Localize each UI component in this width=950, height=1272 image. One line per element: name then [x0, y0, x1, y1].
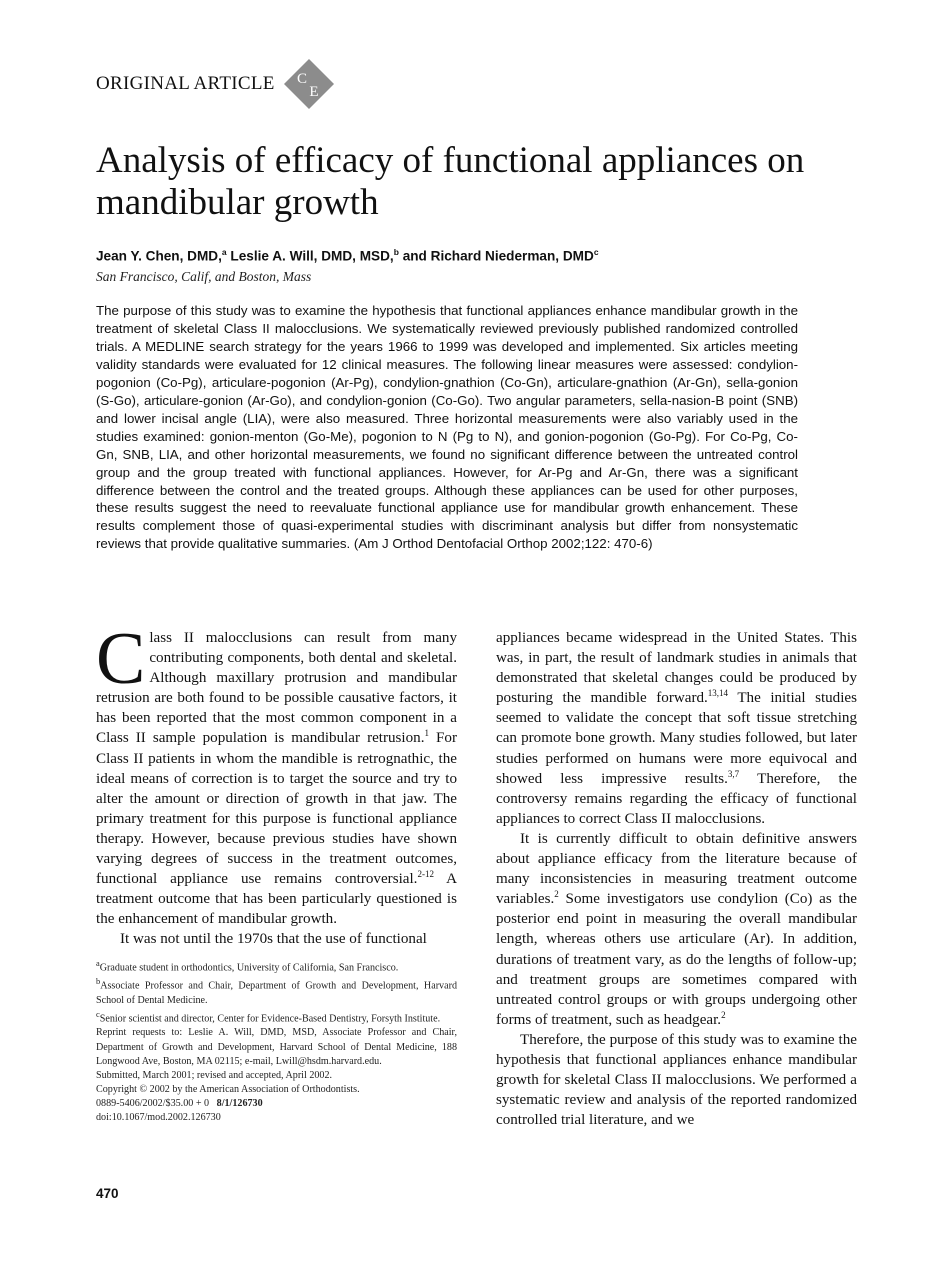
body-text: For Class II patients in whom the mandible is retrognathic, the ideal means of correction is to target the source and try to alter the amount or direction of growth in that jaw. The primary treatment for this purpose is functional appliance therapy. However, because previous studies have shown varying degrees of success in the treatment outcomes, functional appliance use remains controversial.	[96, 730, 457, 888]
citation-ref: 2	[554, 889, 559, 900]
body-text: lass II malocclusions can result from many contributing components, both dental and skeletal. Although maxillary protrusion and mandibular retrusion are both found to be possible causative factors, it has been reported that the most common component in a Class II sample population is mandibular retrusion.	[96, 630, 457, 747]
ce-badge-letter-e: E	[309, 84, 319, 100]
footnote-affiliation: $^b$Associate Professor and Chair, Department of Growth and Development, Harvard School of Dental Medicine.	[96, 977, 457, 1006]
author-affiliation-mark: c	[593, 247, 599, 257]
body-text: Some investigators use condylion (Co) as the posterior end point in measuring the overall mandibular length, whereas others use articulare (Ar). In addition, durations of treatment vary, as do the lengths of follow-up; and treatment groups are sometimes compared with untreated control groups or with groups undergoing other forms of treatment, such as headgear.	[496, 891, 857, 1028]
author-affiliation-mark: b	[393, 247, 399, 257]
body-column-left	[96, 618, 458, 950]
citation-ref: 1	[424, 728, 429, 739]
footnotes	[96, 957, 457, 1125]
citation-ref: 2-12	[417, 869, 434, 880]
footnote-submitted: Submitted, March 2001; revised and accepted, April 2002.	[96, 1069, 333, 1081]
article-header	[96, 64, 335, 104]
ce-badge-letter-c: C	[296, 71, 307, 87]
footnote-copyright: Copyright © 2002 by the American Association of Orthodontists.	[96, 1083, 360, 1095]
body-text: Therefore, the controversy remains regarding the efficacy of functional appliances to correct Class II malocclusions.	[496, 770, 857, 827]
citation-ref: 13,14	[707, 688, 729, 699]
body-text: The initial studies seemed to validate the concept that soft tissue stretching can promote bone growth. Many studies followed, but later studies performed on humans were more equivocal and showed less impressive results.	[496, 690, 857, 787]
body-text: A treatment outcome that has been particularly questioned is the enhancement of mandibular growth.	[96, 871, 458, 928]
footnote-issn: 0889-5406/2002/$35.00 + 0 8/1/126730	[96, 1097, 263, 1109]
body-text: appliances became widespread in the United States. This was, in part, the result of landmark studies in animals that demonstrated that skeletal changes could be produced by posturing the mandible forward.	[496, 630, 857, 707]
footnote-reprint: Reprint requests to: Leslie A. Will, DMD, MSD, Associate Professor and Chair, Department of Growth and Development, Harvard School of Dental Medicine, 188 Longwood Ave, Boston, MA 02115; e-mail, Lwill@hsdm.harvard.edu.	[96, 1027, 457, 1067]
article-title: Analysis of efficacy of functional appliances on mandibular growth	[96, 140, 805, 223]
footnote-affiliation: $^c$Senior scientist and director, Center for Evidence-Based Dentistry, Forsyth Institute.	[96, 1010, 441, 1025]
body-paragraph: Therefore, the purpose of this study was to examine the hypothesis that functional appliances enhance mandibular growth for skeletal Class II malocclusions. We performed a systematic review and analysis of the reported randomized controlled trial literature, and we	[496, 1031, 857, 1129]
section-label: ORIGINAL ARTICLE	[96, 73, 275, 94]
author-conjunction: and	[402, 248, 427, 264]
body-paragraph	[496, 829, 857, 1030]
footnote-affiliation: $^a$Graduate student in orthodontics, University of California, San Francisco.	[96, 959, 399, 974]
footnote-doi: doi:10.1067/mod.2002.126730	[96, 1112, 221, 1124]
body-paragraph	[496, 628, 857, 829]
author-name: Jean Y. Chen, DMD,	[96, 248, 222, 264]
citation-ref: 3,7	[727, 768, 740, 779]
author-affiliation-mark: a	[221, 247, 227, 257]
abstract: The purpose of this study was to examine the hypothesis that functional appliances enhance mandibular growth in the treatment of skeletal Class II malocclusions. We systematically reviewed previously published randomized controlled trials. A MEDLINE search strategy for the years 1966 to 1999 was developed and implemented. Six articles meeting validity standards were evaluated for 12 clinical measures. The following linear measures were assessed: condylion-pogonion (Co-Pg), articulare-pogonion (Ar-Pg), condylion-gnathion (Co-Gn), articulare-gnathion (Ar-Gn), sella-gonion (S-Go), articulare-gonion (Ar-Go), and condylion-gonion (Co-Go). Two angular parameters, sella-nasion-B point (SNB) and lower incisal angle (LIA), were also measured. Three horizontal measurements were also variably used in the studies examined: gonion-menton (Go-Me), pogonion to N (Pg to N), and gonion-pogonion (Go-Pg). For Co-Pg, Co-Gn, SNB, LIA, and other horizontal measurements, we found no significant difference between the untreated control group and the group treated with functional appliances. However, for Ar-Pg and Ar-Gn, there was a significant difference between the control and the treated groups. Although these appliances can be used for other purposes, these results suggest the need to reevaluate functional appliance use for mandibular growth enhancement. These results complement those of quasi-experimental studies with discriminant analysis but differ from nonsystematic reviews that provide qualitative summaries. (Am J Orthod Dentofacial Orthop 2002;122: 470-6)	[96, 303, 798, 552]
author-location: San Francisco, Calif, and Boston, Mass	[96, 269, 312, 284]
citation-ref: 2	[721, 1009, 726, 1020]
body-text: It is currently difficult to obtain definitive answers about appliance efficacy from the literature because of many inconsistencies in measuring treatment outcome variables.	[496, 830, 857, 908]
body-paragraph: It was not until the 1970s that the use of functional	[120, 931, 427, 948]
body-paragraph	[96, 618, 458, 929]
body-column-right	[496, 628, 857, 1130]
ce-credit-badge-icon	[283, 58, 335, 110]
drop-cap: C	[96, 618, 146, 700]
author-name: Richard Niederman, DMD	[430, 248, 594, 264]
page-number: 470	[96, 1186, 119, 1201]
author-list	[96, 247, 599, 264]
author-name: Leslie A. Will, DMD, MSD,	[230, 248, 394, 264]
